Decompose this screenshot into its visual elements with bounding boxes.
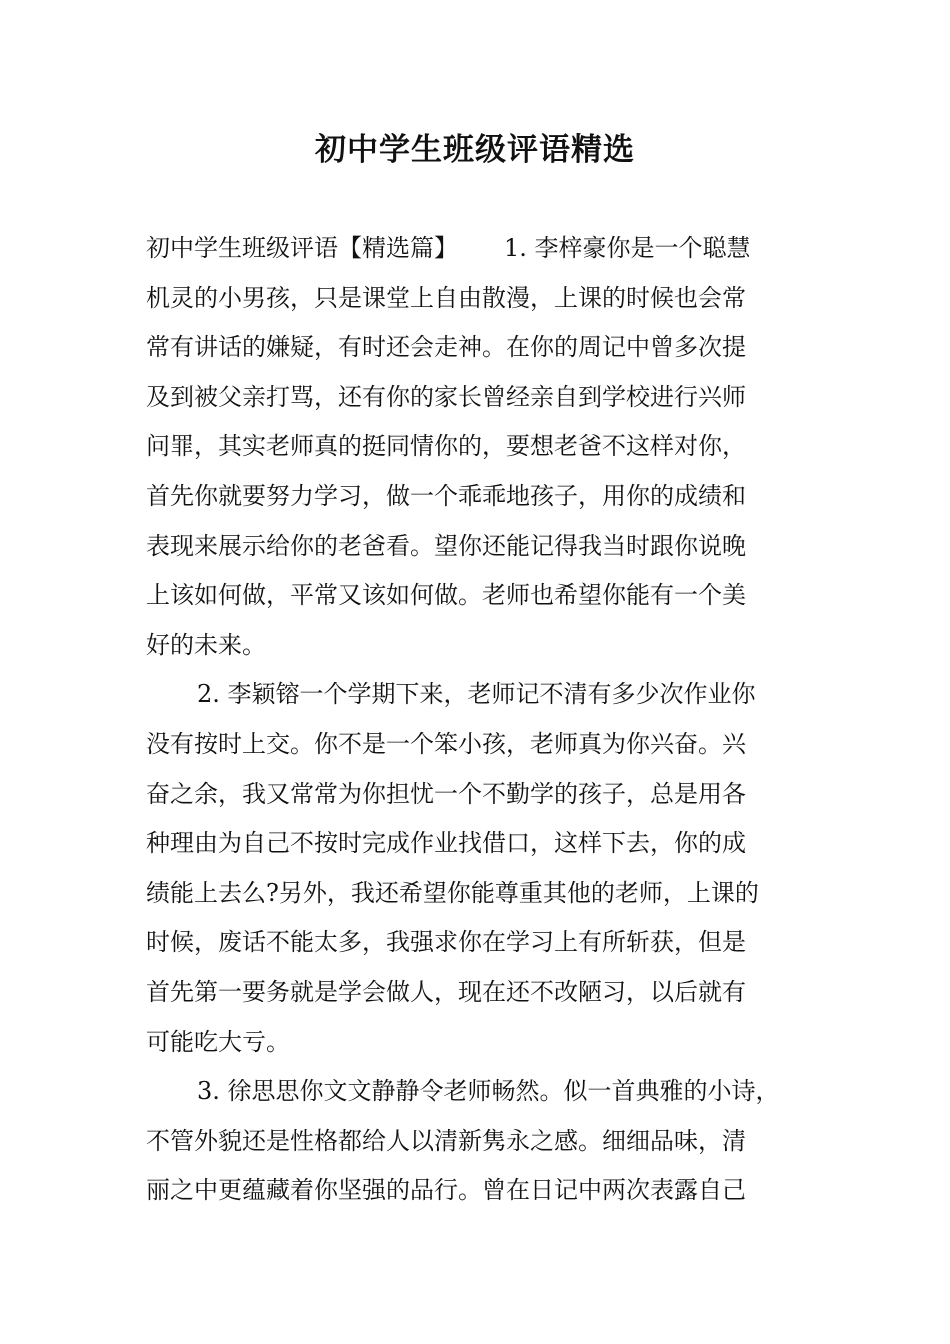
document-title: 初中学生班级评语精选	[315, 132, 635, 168]
paragraph-line	[146, 224, 808, 274]
paragraph-line: 时候，废话不能太多，我强求你在学习上有所斩获，但是	[146, 928, 746, 957]
paragraph-line: 好的未来。	[146, 630, 266, 659]
paragraph-line: 2. 李颖镕一个学期下来，老师记不清有多少次作业你	[197, 680, 756, 709]
paragraph-line: 绩能上去么?另外，我还希望你能尊重其他的老师，上课的	[146, 878, 759, 907]
paragraph-line: 种理由为自己不按时完成作业找借口，这样下去，你的成	[146, 829, 746, 858]
first-line-rest: 1. 李梓豪你是一个聪慧	[504, 234, 751, 262]
paragraph-line: 问罪，其实老师真的挺同情你的，要想老爸不这样对你，	[146, 432, 746, 461]
paragraph-line: 机灵的小男孩，只是课堂上自由散漫，上课的时候也会常	[146, 283, 746, 312]
document-body	[146, 224, 808, 1216]
paragraph-line: 可能吃大亏。	[146, 1027, 290, 1056]
intro-heading: 初中学生班级评语【精选篇】	[146, 234, 458, 262]
paragraph-line: 常有讲话的嫌疑，有时还会走神。在你的周记中曾多次提	[146, 333, 746, 362]
paragraph-line: 表现来展示给你的老爸看。望你还能记得我当时跟你说晚	[146, 531, 746, 560]
paragraph-line: 3. 徐思思你文文静静令老师畅然。似一首典雅的小诗，	[197, 1077, 780, 1106]
paragraph-line: 首先你就要努力学习，做一个乖乖地孩子，用你的成绩和	[146, 481, 746, 510]
paragraph-line: 丽之中更蕴藏着你坚强的品行。曾在日记中两次表露自己	[146, 1176, 746, 1205]
paragraph-line: 及到被父亲打骂，还有你的家长曾经亲自到学校进行兴师	[146, 382, 746, 411]
paragraph-line: 不管外貌还是性格都给人以清新隽永之感。细细品味，清	[146, 1126, 746, 1155]
paragraph-line: 没有按时上交。你不是一个笨小孩，老师真为你兴奋。兴	[146, 729, 746, 758]
paragraph-line: 上该如何做，平常又该如何做。老师也希望你能有一个美	[146, 581, 746, 610]
paragraph-line: 奋之余，我又常常为你担忧一个不勤学的孩子，总是用各	[146, 779, 746, 808]
paragraph-line: 首先第一要务就是学会做人，现在还不改陋习，以后就有	[146, 977, 746, 1006]
